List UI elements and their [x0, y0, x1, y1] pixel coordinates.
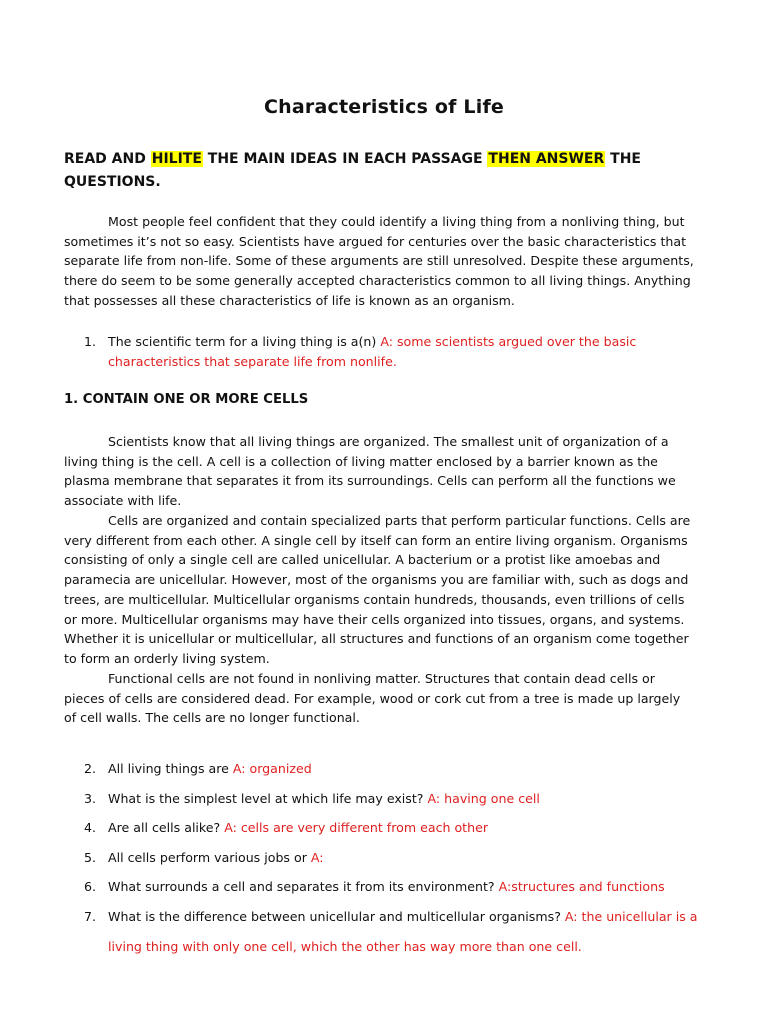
- page-title: Characteristics of Life: [264, 96, 504, 118]
- section-paragraph-text: Functional cells are not found in nonliving matter. Structures that contain dead cells or pieces of cells are considered dead. For example, wood or cork cut from a tree is made up largely of cell walls. The cells are no longer functional.: [64, 671, 681, 726]
- section-paragraph-3: [64, 669, 694, 728]
- question-4: [84, 818, 704, 838]
- intro-paragraph-text: Most people feel confident that they could identify a living thing from a nonliving thing, but sometimes it’s not so easy. Scientists have argued for centuries over the basic characteristics that separate life from non-life. Some of these arguments are still unresolved. Despite these arguments, there do seem to be some generally accepted characteristics common to all living things. Anything that possesses all these characteristics of life is known as an organism.: [64, 214, 694, 308]
- question-number: 2.: [84, 761, 97, 776]
- answer-text: A: the unicellular is a living thing with only one cell, which the other has way more than one cell.: [108, 909, 698, 954]
- answer-text: A: having one cell: [427, 791, 540, 806]
- instructions-text-3: THE QUESTIONS.: [64, 151, 641, 190]
- answer-text: A: cells are very different from each other: [224, 820, 489, 835]
- answer-text: A: organized: [232, 761, 312, 776]
- question-text: What is the difference between unicellular and multicellular organisms?: [108, 909, 565, 924]
- question-5: [84, 848, 704, 868]
- section-paragraph-text: Cells are organized and contain specialized parts that perform particular functions. Cells are very different from each other. A single cell by itself can form an entire living organism. Organisms consisting of only a single cell are called unicellular. A bacterium or a protist like amoebas and paramecia are unicellular. However, most of the organisms you are familiar with, such as dogs and trees, are multicellular. Multicellular organisms contain hundreds, thousands, even trillions of cells or more. Multicellular organisms may have their cells organized into tissues, organs, and systems. Whether it is unicellular or multicellular, all structures and functions of an organism come together to form an orderly living system.: [64, 513, 691, 666]
- instructions: [64, 148, 704, 194]
- question-text: The scientific term for a living thing is a(n): [108, 334, 381, 349]
- question-3: [84, 789, 704, 809]
- question-2: [84, 759, 704, 779]
- question-number: 7.: [84, 909, 97, 924]
- question-text: Are all cells alike?: [108, 820, 225, 835]
- section-paragraph-text: Scientists know that all living things are organized. The smallest unit of organization of a living thing is the cell. A cell is a collection of living matter enclosed by a barrier known as the plasma membrane that separates it from its surroundings. Cells can perform all the functions we associate with life.: [64, 434, 676, 509]
- question-number: 1.: [84, 334, 97, 349]
- question-text: What surrounds a cell and separates it from its environment?: [108, 879, 499, 894]
- question-text: All living things are: [108, 761, 233, 776]
- question-7: [84, 902, 704, 962]
- answer-text: A:structures and functions: [498, 879, 665, 894]
- question-1: [84, 332, 704, 371]
- answer-text: A:: [310, 850, 324, 865]
- question-text: What is the simplest level at which life may exist?: [108, 791, 428, 806]
- instructions-highlight-1: HILITE: [151, 151, 202, 167]
- instructions-text-1: READ AND: [64, 151, 151, 167]
- section-paragraph-1: [64, 432, 694, 511]
- section-paragraph-2: [64, 511, 694, 669]
- intro-paragraph: [64, 212, 694, 311]
- answer-text: A: some scientists argued over the basic characteristics that separate life from nonlife.: [108, 334, 637, 369]
- question-number: 5.: [84, 850, 97, 865]
- question-number: 6.: [84, 879, 97, 894]
- question-6: [84, 877, 704, 897]
- question-number: 3.: [84, 791, 97, 806]
- question-number: 4.: [84, 820, 97, 835]
- instructions-highlight-2: THEN ANSWER: [488, 151, 605, 167]
- instructions-text-2: THE MAIN IDEAS IN EACH PASSAGE: [202, 151, 488, 167]
- question-text: All cells perform various jobs or: [108, 850, 311, 865]
- section-heading: 1. CONTAIN ONE OR MORE CELLS: [64, 392, 309, 407]
